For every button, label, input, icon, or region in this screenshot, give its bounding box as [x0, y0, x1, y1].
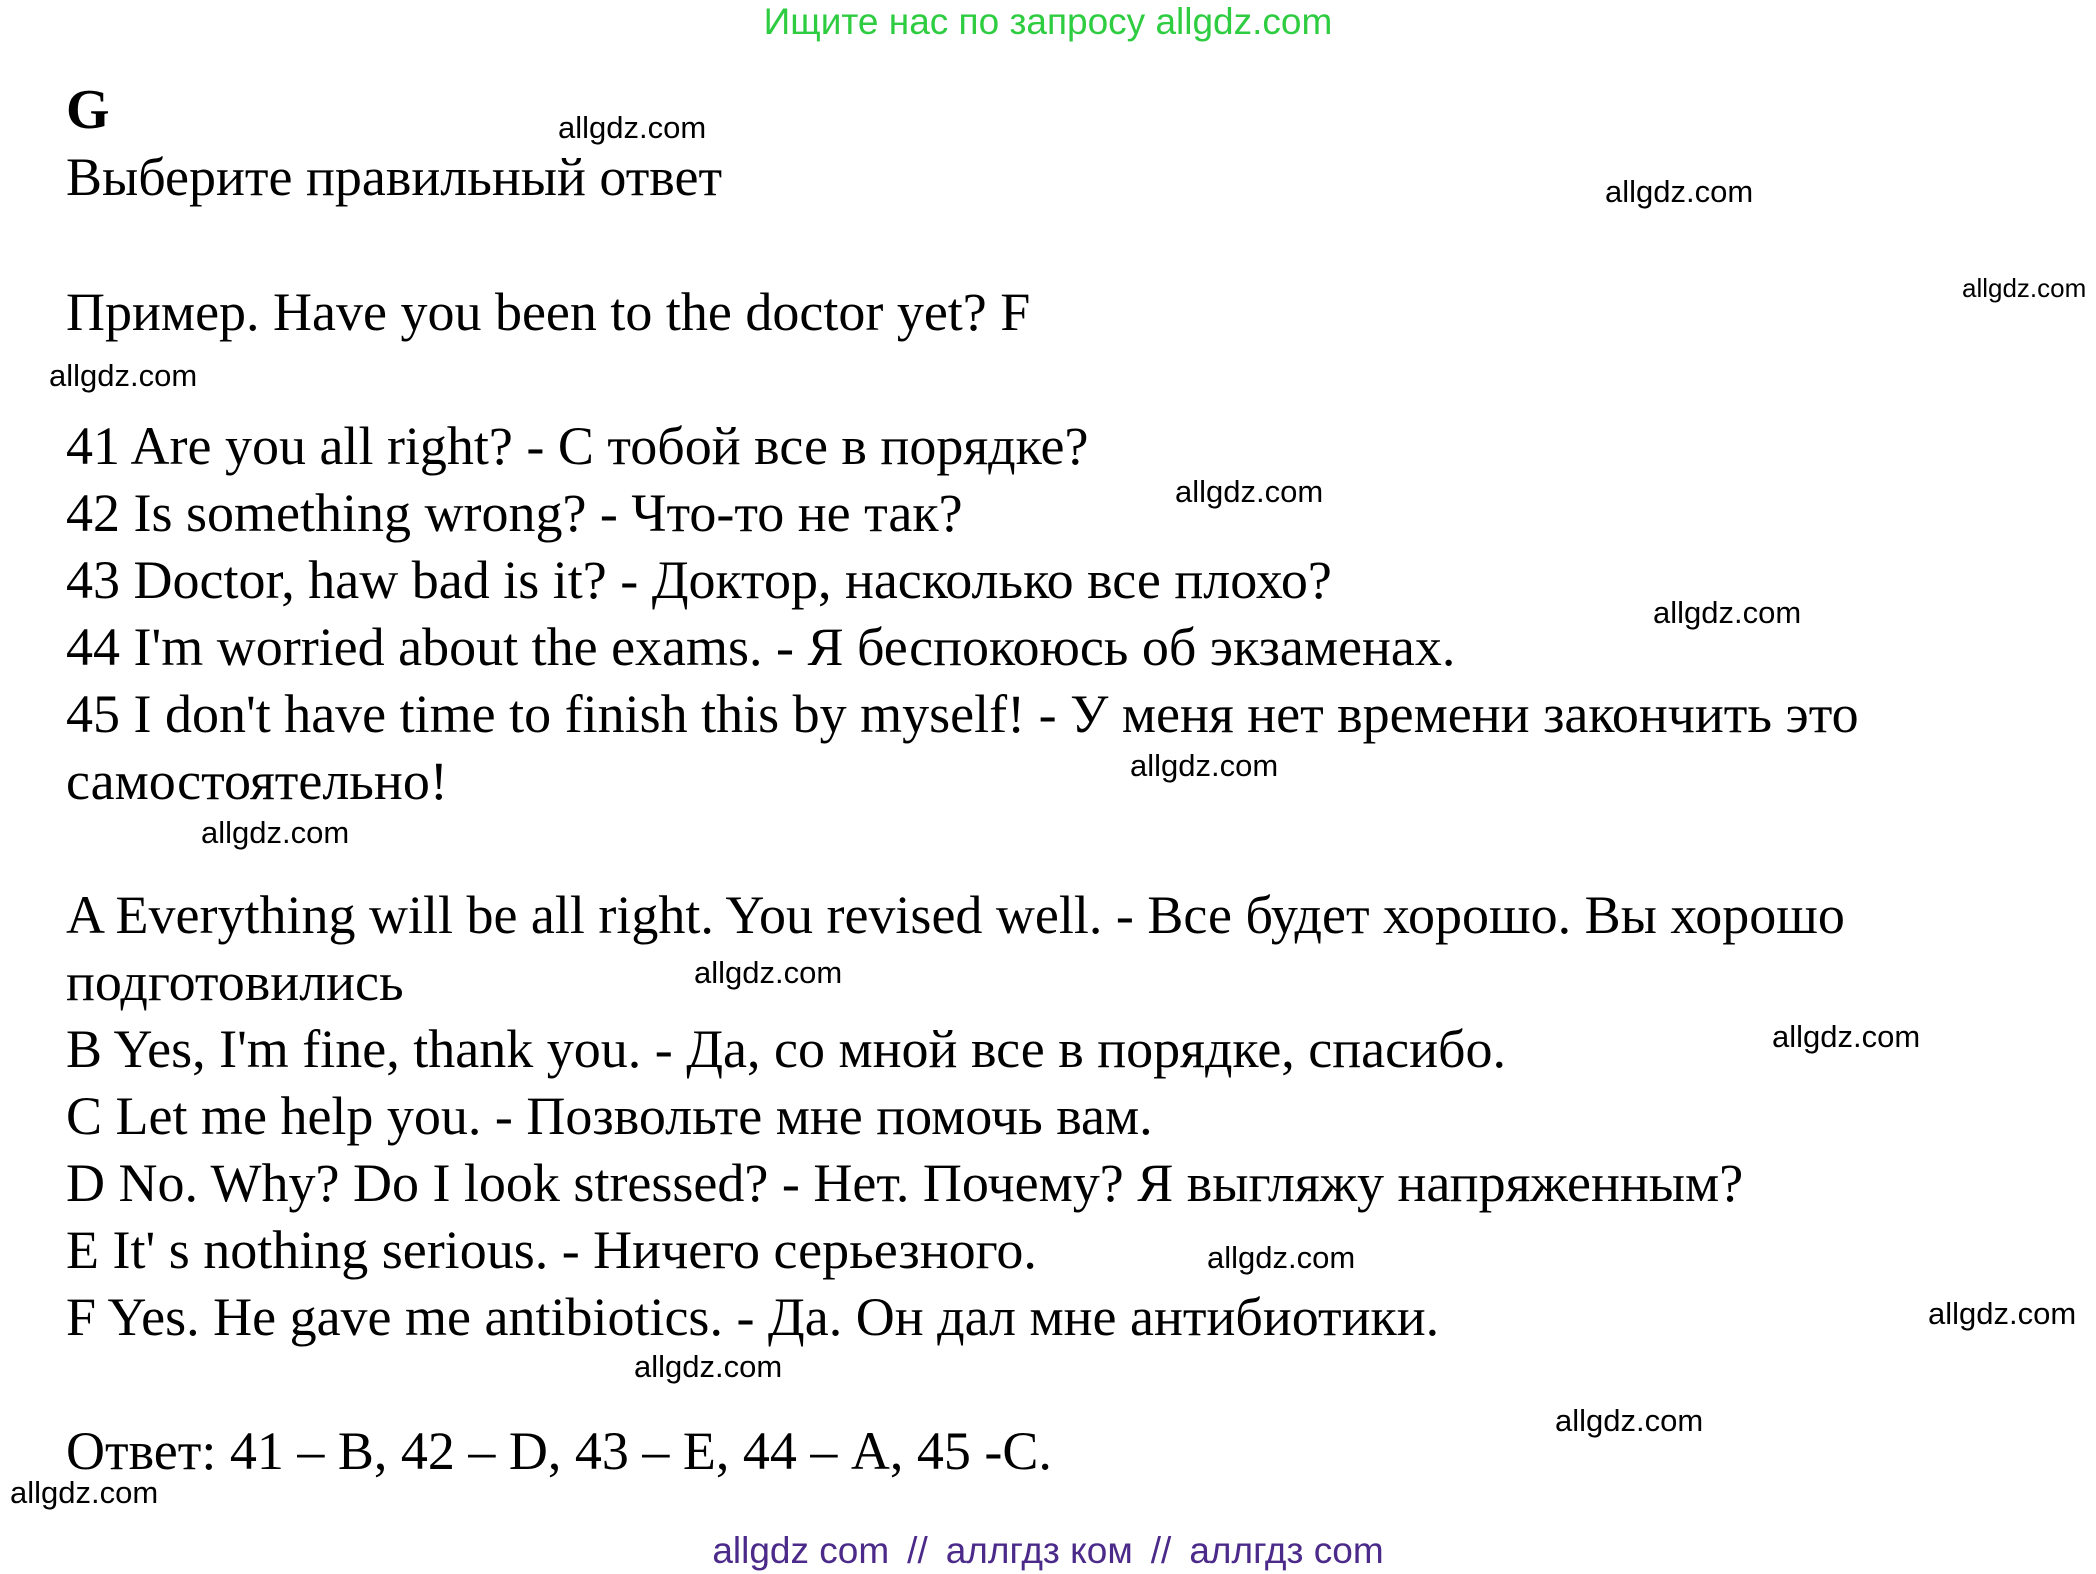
- watermark: allgdz.com: [1207, 1240, 1356, 1275]
- bottom-banner-part: аллгдз ком: [945, 1530, 1133, 1571]
- bottom-banner: [0, 1529, 2096, 1573]
- bottom-banner-separator: //: [907, 1530, 928, 1571]
- answer-line: Ответ: 41 – В, 42 – D, 43 – Е, 44 – А, 45 -С.: [66, 1421, 1052, 1481]
- option-item: E It' s nothing serious. - Ничего серьезного.: [66, 1220, 1037, 1280]
- option-item-continued: подготовились: [66, 952, 404, 1012]
- option-item: F Yes. He gave me antibiotics. - Да. Он дал мне антибиотики.: [66, 1287, 1440, 1347]
- top-banner: Ищите нас по запросу allgdz.com: [763, 1, 1333, 42]
- watermark: allgdz.com: [1555, 1403, 1704, 1438]
- watermark: allgdz.com: [1605, 174, 1754, 209]
- watermark: allgdz.com: [1653, 595, 1802, 630]
- question-item: 43 Doctor, haw bad is it? - Доктор, насколько все плохо?: [66, 550, 1332, 610]
- watermark: allgdz.com: [1962, 273, 2087, 303]
- bottom-banner-part: аллгдз com: [1189, 1530, 1384, 1571]
- watermark: allgdz.com: [634, 1349, 783, 1384]
- bottom-banner-separator: //: [1150, 1530, 1172, 1571]
- question-item: 42 Is something wrong? - Что-то не так?: [66, 483, 963, 543]
- section-letter: G: [66, 79, 110, 141]
- question-item: 44 I'm worried about the exams. - Я беспокоюсь об экзаменах.: [66, 617, 1456, 677]
- bottom-banner-part: allgdz com: [712, 1530, 890, 1571]
- option-item: D No. Why? Do I look stressed? - Нет. Почему? Я выгляжу напряженным?: [66, 1153, 1744, 1213]
- watermark: allgdz.com: [49, 358, 198, 393]
- option-item: B Yes, I'm fine, thank you. - Да, со мной все в порядке, спасибо.: [66, 1019, 1506, 1079]
- watermark: allgdz.com: [694, 955, 843, 990]
- option-item: C Let me help you. - Позвольте мне помочь вам.: [66, 1086, 1153, 1146]
- instruction: Выберите правильный ответ: [66, 147, 723, 207]
- watermark: allgdz.com: [1130, 748, 1279, 783]
- question-item: 45 I don't have time to finish this by myself! - У меня нет времени закончить это: [66, 684, 1859, 744]
- question-item-continued: самостоятельно!: [66, 751, 448, 811]
- watermark: allgdz.com: [201, 815, 350, 850]
- question-item: 41 Are you all right? - С тобой все в порядке?: [66, 416, 1089, 476]
- watermark: allgdz.com: [1175, 474, 1324, 509]
- option-item: A Everything will be all right. You revised well. - Все будет хорошо. Вы хорошо: [66, 885, 1845, 945]
- watermark: allgdz.com: [1928, 1296, 2077, 1331]
- watermark: allgdz.com: [558, 110, 707, 145]
- watermark: allgdz.com: [1772, 1019, 1921, 1054]
- watermark: allgdz.com: [10, 1475, 159, 1510]
- example-line: Пример. Have you been to the doctor yet? F: [66, 282, 1031, 342]
